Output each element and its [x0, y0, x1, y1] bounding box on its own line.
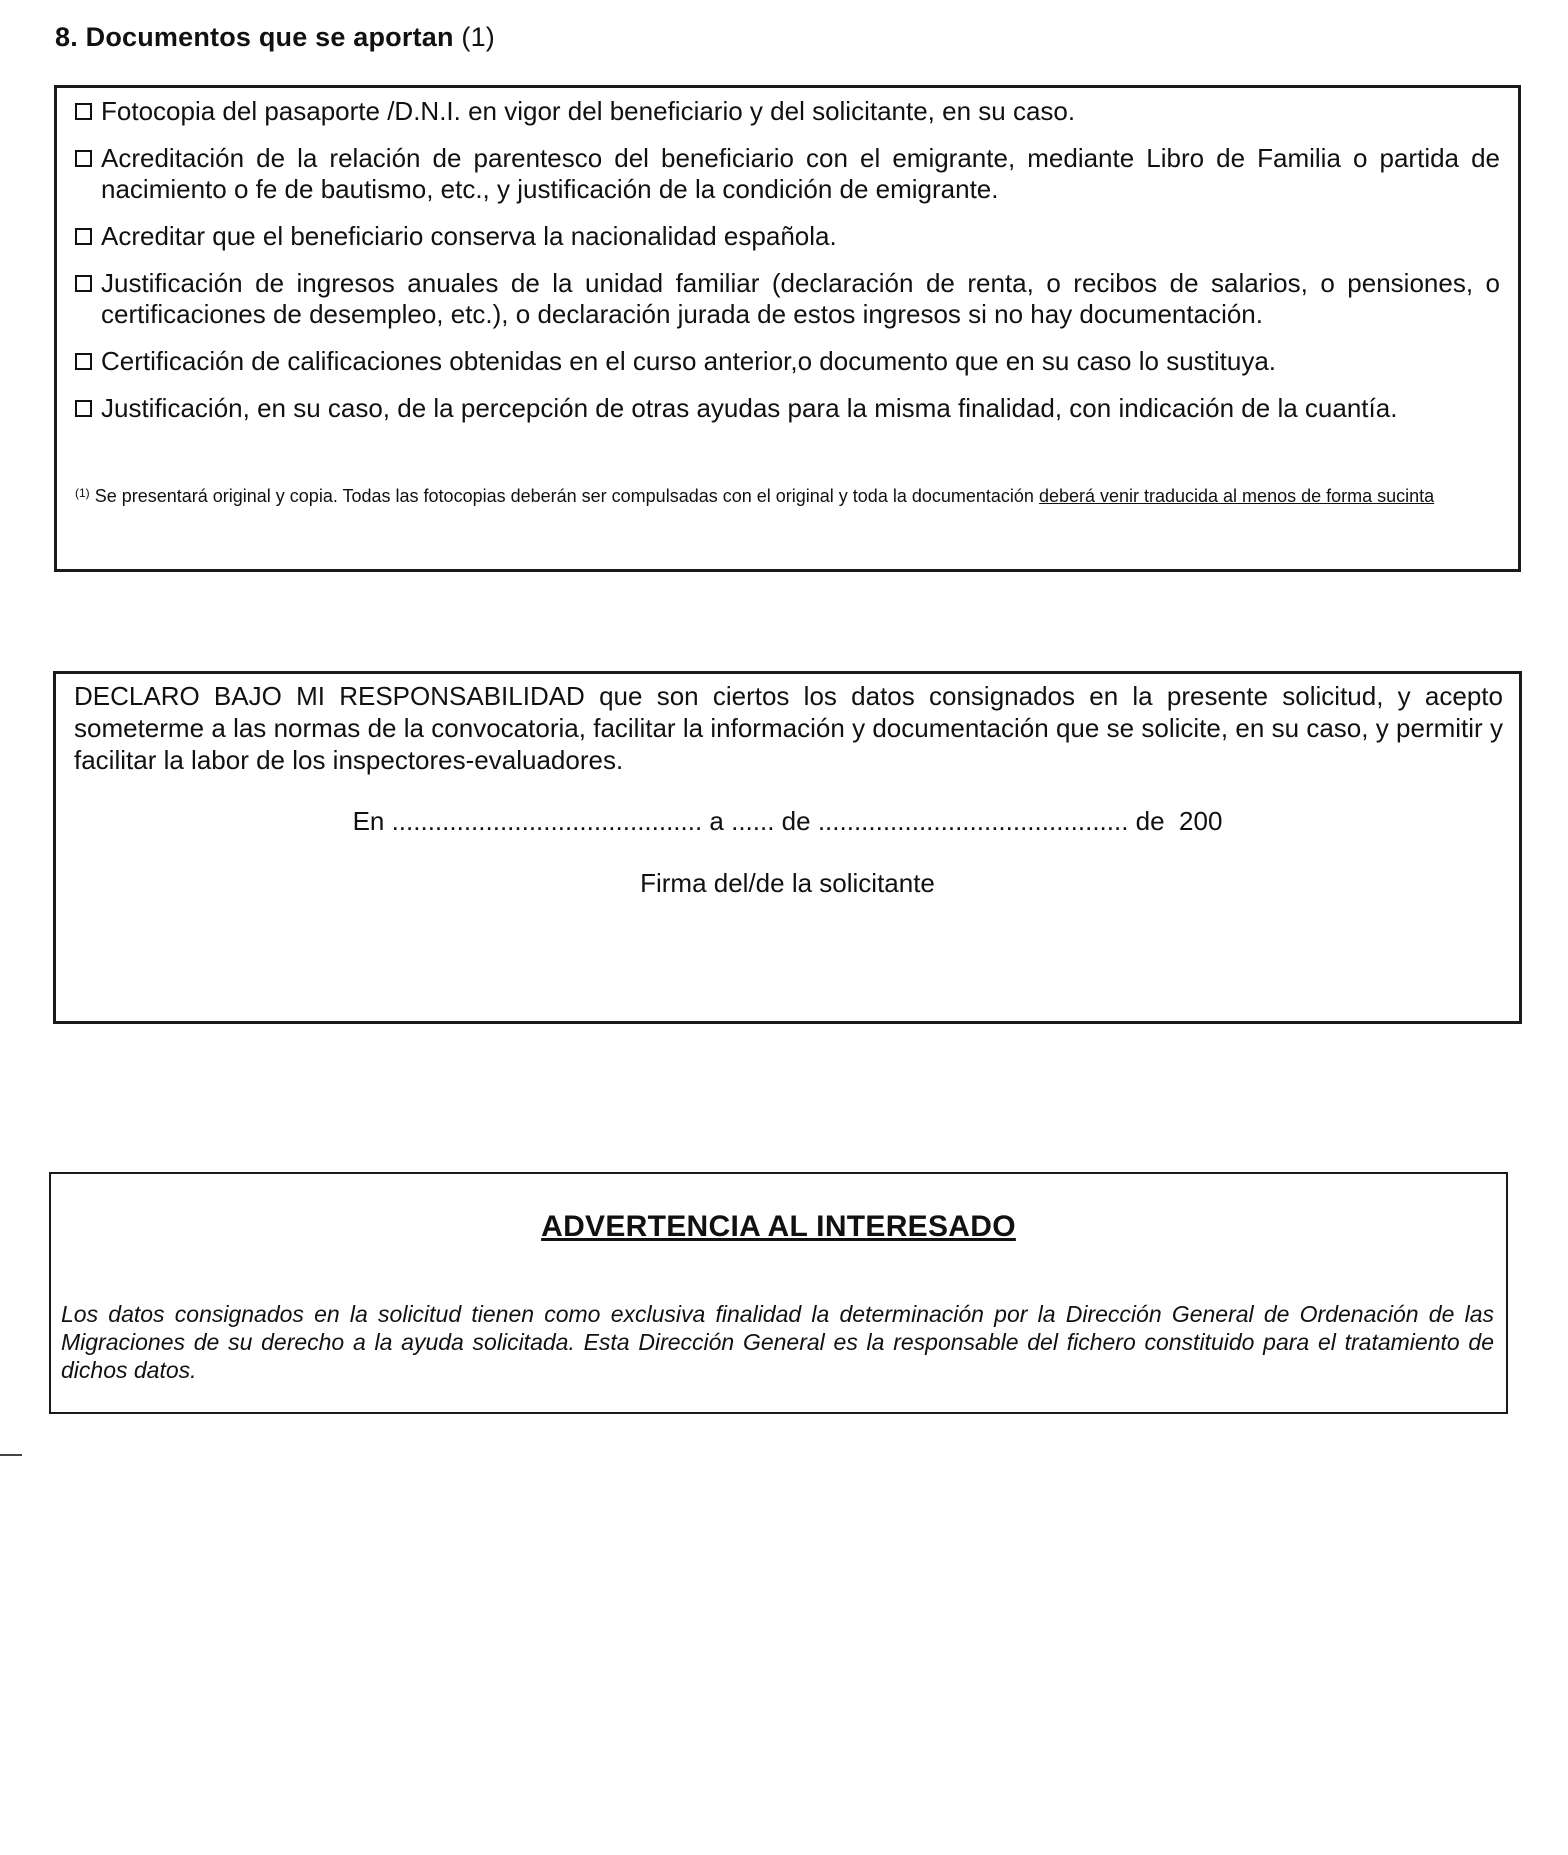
signature-label: Firma del/de la solicitante: [640, 868, 935, 898]
footnote-underlined-text: deberá venir traducida al menos de forma sucinta: [1038, 486, 1435, 506]
document-item: [75, 346, 1500, 377]
document-item: [75, 268, 1500, 330]
document-label: Acreditación de la relación de parentesco del beneficiario con el emigrante, mediante Libro de Familia o partida de nacimiento o fe de bautismo, etc., y justificación de la condición de emigrante.: [101, 143, 1500, 204]
section-title: [55, 22, 495, 53]
document-label: Justificación, en su caso, de la percepción de otras ayudas para la misma finalidad, con indicación de la cuantía.: [101, 393, 1398, 423]
declaration-text: DECLARO BAJO MI RESPONSABILIDAD que son ciertos los datos consignados en la presente solicitud, y acepto someterme a las normas de la convocatoria, facilitar la información y documentación que se solicite, en su caso, y permitir y facilitar la labor de los inspectores-evaluadores.: [74, 681, 1503, 775]
scan-mark: [0, 1454, 22, 1456]
checkbox-grades[interactable]: [75, 353, 92, 370]
document-item: [75, 143, 1500, 205]
document-label: Justificación de ingresos anuales de la unidad familiar (declaración de renta, o recibos de salarios, o pensiones, o certificaciones de desempleo, etc.), o declaración jurada de estos ingresos si no hay documentación.: [101, 268, 1500, 329]
declaration-box: [53, 671, 1522, 1024]
checkbox-kinship[interactable]: [75, 150, 92, 167]
warning-text: Los datos consignados en la solicitud tienen como exclusiva finalidad la determinación por la Dirección General de Ordenación de las Migraciones de su derecho a la ayuda solicitada. Esta Dirección General es la responsable del fichero constituido para el tratamiento de dichos datos.: [61, 1301, 1494, 1383]
warning-title: ADVERTENCIA AL INTERESADO: [541, 1210, 1016, 1243]
section-title-text: 8. Documentos que se aportan: [55, 22, 454, 52]
section-note-ref: (1): [461, 22, 495, 52]
document-item: [75, 393, 1500, 424]
document-label: Certificación de calificaciones obtenidas en el curso anterior,o documento que en su caso lo sustituya.: [101, 346, 1277, 376]
document-label: Fotocopia del pasaporte /D.N.I. en vigor del beneficiario y del solicitante, en su caso.: [101, 96, 1076, 126]
date-place-line[interactable]: En ........................................... a ...... de ........................................... de 200: [352, 806, 1223, 836]
checkbox-other-aid[interactable]: [75, 400, 92, 417]
footnote-text: Se presentará original y copia. Todas las fotocopias deberán ser compulsadas con el original y toda la documentación: [94, 486, 1034, 506]
checkbox-income[interactable]: [75, 275, 92, 292]
checkbox-passport[interactable]: [75, 103, 92, 120]
document-label: Acreditar que el beneficiario conserva la nacionalidad española.: [101, 221, 837, 251]
document-item: [75, 221, 1500, 252]
footnote-marker: (1): [75, 486, 90, 500]
documents-box: [54, 85, 1521, 572]
warning-box: [49, 1172, 1508, 1414]
checkbox-nationality[interactable]: [75, 228, 92, 245]
document-item: [75, 96, 1500, 127]
footnote: [75, 483, 1500, 509]
